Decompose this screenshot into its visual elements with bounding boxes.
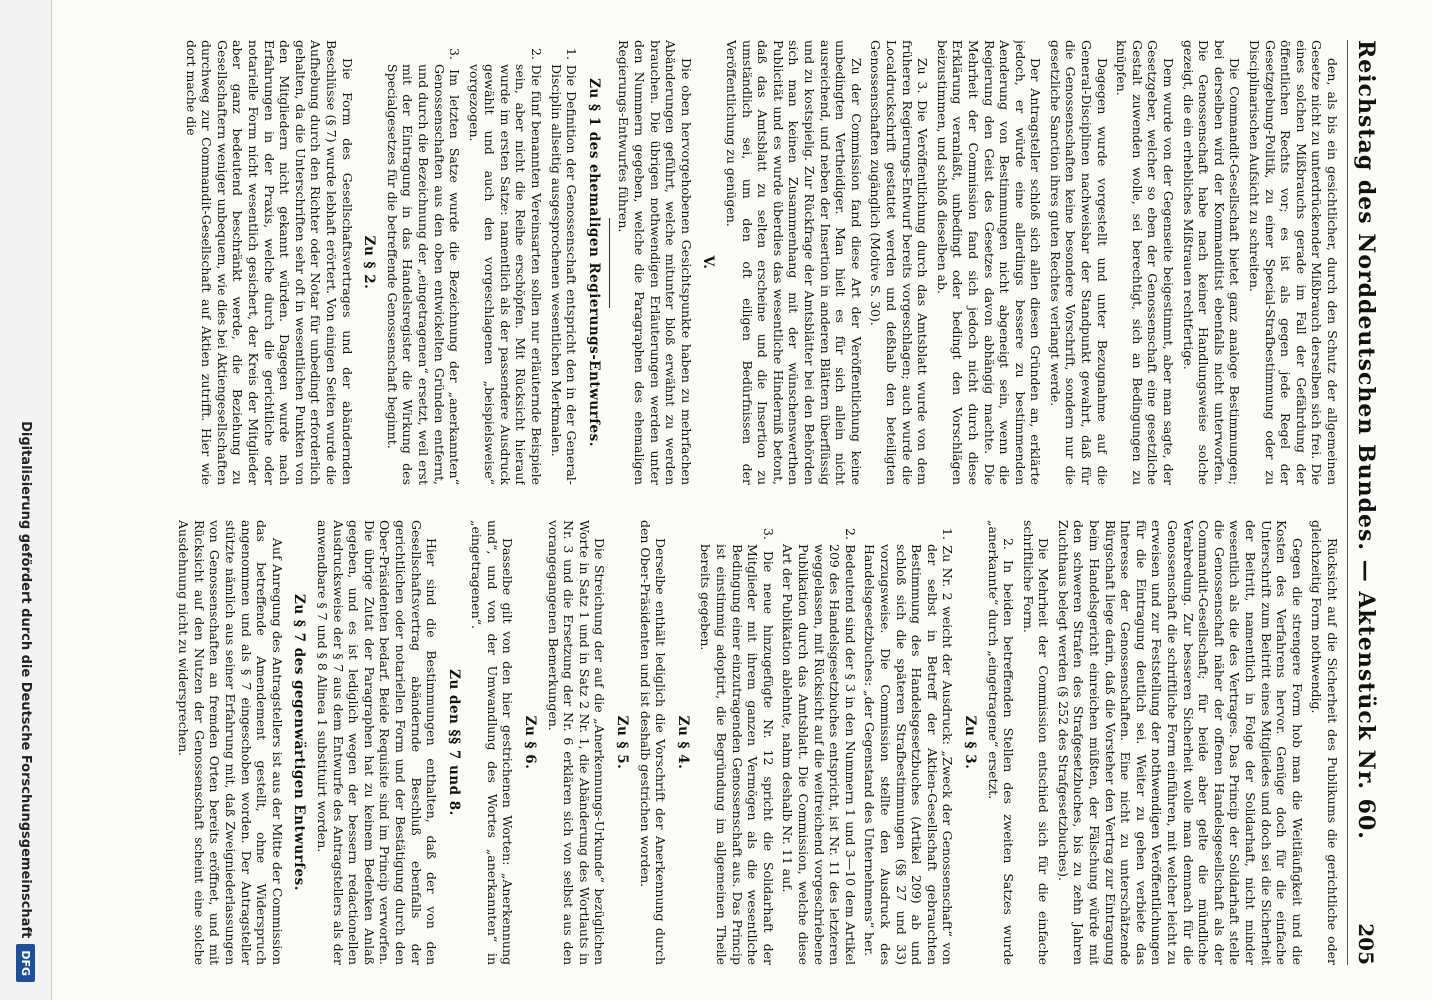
left-paragraph: Die Commandit-Gesellschaft bietet ganz analoge Bestimmungen; bei derselben wird der Kommanditist ebenfalls nicht unterworfen. Die Genossenschaft habe nach keiner Handlungsweise solche gezeigt, die ein erhebliches Mißtrauen rechtfertige.: [1180, 40, 1243, 485]
left-paragraph: Die oben hervorgehobenen Gesichtspunkte haben zu mehrfachen Abänderungen geführt, welche mitunter bloß erwähnt zu werden brauchen. Die übrigen nothwendigen Erläuterungen werden unter den Nummern gegeben, welche die Paragraphen des ehemaligen Regierungs-Entwurfes führen.: [616, 40, 694, 485]
list-item: 2. Die fünf benannten Vereinsarten sollen nur erläuternde Beispiele sein, aber nicht die Reihe erschöpfen. Mit Rücksicht hierauf wurde im ersten Satze: namentlich als der passendere Ausdruck gewählt und auch den vorgeschlagenen „beispielsweise“ vorgezogen.: [466, 48, 545, 485]
right-paragraph: Hier sind die Bestimmungen enthalten, daß der von den Gesellschaftsvertrag abändernde Beschluß ebenfalls der gerichtlichen oder notariellen Form und der Bestätigung durch den Ober-Präsidenten bedarf. Beide Requisite sind im Princip verworfen. Die übrige Zutat der Paragraphen hat zu keinem Bedenken Anlaß gegeben, und es ist lediglich wegen der bessern redactionellen Ausdrucksweise der § 7 aus dem Entwurfe des Antragstellers als der anwendbare § 7 und § 8 Alinea 1 substituirt worden.: [314, 520, 440, 965]
page-header: [1347, 40, 1384, 965]
right-paragraph: Die Mehrheit der Commission entschied sich für die einfache schriftliche Form.: [1020, 520, 1052, 965]
left-paragraph: Zu 3. Die Veröffentlichung durch das Amtsblatt wurde von dem früheren Regierungs-Entwurf bereits vorgeschlagen; auch wurde die Localdruckschrift gestattet werden und deßhalb den beteiligten Genossenschaften zugänglich (Motive S. 30).: [868, 40, 931, 485]
page-number: 205: [1354, 923, 1378, 965]
left-paragraph: Die Form des Gesellschaftsvertrages und der abändernden Beschlüsse (§ 7) wurde lebhaft erörtert. Von einigen Seiten wurde die Aufhebung durch den Richter oder Notar für unbedingt erforderlich gehalten, da die Unterschriften sehr oft in wesentlichen Punkten von den Mitgliedern nicht gekannt würden. Dagegen wurde nach Erfahrungen in der Praxis, welche durch die gerichtliche oder notarielle Form nicht wesentlich gesichert, der Kreis der Mitglieder aber ganz bedeutend beschränkt werde, die Beziehung zu Gesellschaftern weniger unbequem, wie dies bei Aktiengesellschaften durchweg zur Commandit-Gesellschaft auf Aktien zutrifft. Hier wie dort mache die: [183, 40, 355, 485]
left-paragraph: Zu der Commission fand diese Art der Veröffentlichung keine unbedingten Vertheidiger. Man hielt es für sich allein nicht ausreichend, und neben der Insertion in anderen Blättern überflüssig und zu kostspielig. Zur Rückfrage der Amtsblätter bei den Behörden sich man keinen Zusammenhang mit der wünschenswerthen Publicität und es wurde überdies das wesentliche Hinderniß betont, daß das Amtsblatt zu selten erscheine und die Insertion zu umständlich sei, um den oft eiligen Bedürfnissen der Veröffentlichung zu genügen.: [724, 40, 864, 485]
right-paragraph: Die Streichung der auf die „Anerkennungs-Urkunde“ bezüglichen Worte in Satz 1 und in Satz 2 Nr. 1, die Abänderung des Wortlauts in Nr. 3 und die Ersetzung der Nr. 6 erklären sich von selbst aus den vorangegangenen Bemerkungen.: [545, 520, 608, 965]
left-paragraph: Der Antragsteller schloß sich allen diesen Gründen an, erklärte jedoch, er würde eine allerdings bessere zu bestimmenden Aenderung von Bestimmungen nicht abgeneigt sein, wenn die Regierung den Geist des Gesetzes davon abhängig machte. Die Mehrheit der Commission fand sich jedoch nicht durch diese Erklärung veranlaßt, unbedingt oder bedingt den Vorschlägen beizustimmen, und schloß dieselben ab.: [934, 40, 1044, 485]
section-heading-par5: Zu § 5.: [614, 715, 631, 770]
section-heading-par2: Zu § 2.: [361, 235, 378, 290]
section-heading-current-par7: Zu § 7 des gegenwärtigen Entwurfes.: [291, 594, 308, 891]
digitization-note: Digitalisierung gefördert durch die Deutsche Forschungsgemeinschaft: [18, 421, 33, 939]
section-heading-par6: Zu § 6.: [522, 715, 539, 770]
left-paragraph: Dem wurde von der Gegenseite beigestimmt, aber man sagte, der Gesetzgeber, welcher so eben der Genossenschaft eine gesetzliche Gestalt zuwenden wolle, sei berechtigt, sich an Bedingungen zu knüpfen.: [1114, 40, 1177, 485]
right-paragraph: Gegen die strengere Form hob man die Weitläufigkeit und die Kosten des Verfahrens hervor. Genüge doch für die einfache Unterschrift zum Beitritt eines Mitgliedes und doch sei die Sicherheit der Beitritt, namentlich in Folge der Solidarhaft, nicht minder wesentlich als die des Vertrages. Das Princip der Solidarhaft stelle die Genossenschaft näher der offenen Handelsgesellschaft als der Commandit-Gesellschaft; für beide aber gelte die mündliche Verabredung. Zur besseren Sicherheit wolle man demnach für die Genossenschaft die schriftliche Form einführen, mit welcher leicht zu erweisen und zur Feststellung der nothwendigen Veröffentlichungen für die Eintragung deutlich sei. Weiter zu gehen verbiete das Interesse der Genossenschaften. Eine nicht zu unterschätzende Bürgschaft liege darin, daß die Vorsteher den Vertrag zur Eintragung beim Handelsgericht einreichen müßten, der Fälschung würde mit den schweren Strafen des Strafgesetzbuches, bis zu zehn Jahren Zuchthaus belegt werden (§ 252 des Strafgesetzbuches).: [1055, 520, 1305, 965]
left-paragraph: Dagegen wurde vorgestellt und unter Bezugnahme auf die General-Disciplinen nachweisbar der Standpunkt gewahrt, daß für die Genossenschaften keine besondere Vorschrift, sondern nur die gesetzliche Sanction ihres guten Rechtes verlangt werde.: [1047, 40, 1110, 485]
roman-section-heading: V.: [700, 255, 717, 270]
left-column: [80, 40, 1340, 485]
right-paragraph: Derselbe enthält lediglich die Vorschrift der Anerkennung durch den Ober-Präsidenten und ist deshalb gestrichen worden.: [637, 520, 669, 965]
page-title: Reichstag des Norddeutschen Bundes. — Aktenstück Nr. 60.: [1353, 40, 1379, 840]
section-heading-par4: Zu § 4.: [674, 715, 691, 770]
list-item: 3. Im letzten Satze wurde die Bezeichnung der „anerkannten“ Genossenschaften aus den oben entwickelten Gründen entfernt, und durch die Bezeichnung der „eingetragenen“ ersetzt, weil erst mit der Eintragung in das Handelsregister die Wirkung des Specialgesetzes für die betreffende Genossenschaft beginnt.: [384, 48, 463, 485]
right-paragraph: Rücksicht auf die Sicherheit des Publikums die gerichtliche oder gleichzeitig Form nothwendig.: [1309, 520, 1340, 965]
page-content: [78, 10, 1418, 985]
list-item: 2. Bedeutend sind der § 3 in den Nummern 1 und 3—10 dem Artikel 209 des Handelsgesetzbuches entspricht, ist Nr. 11 des letzteren weggelassen, mit Rücksicht auf die weitreichend vorgeschriebene Publikation durch das Amtsblatt. Die Commission, welche diese Art der Publikation ablehnte, nahm deshalb Nr. 11 auf.: [780, 528, 858, 965]
dfg-logo-icon: DFG: [16, 944, 35, 982]
section-divider: [609, 218, 610, 308]
section-heading-par7-8: Zu den §§ 7 und 8.: [445, 669, 462, 816]
section-heading-par3: Zu § 3.: [961, 715, 978, 770]
left-paragraph: den, als bis ein gesichtlicher, durch den Schutz der allgemeinen Gesetze nicht zu unterdrückender Mißbrauch derselben sich frei. Die eines solchen Mißbrauchs gerade im Fall der Gefährdung der öffentlichen Rechts vor; es ist als gegen jede Regel der Gesetzgebung-Politik, zu einer Special-Strafbestimmung oder zu Disciplinarischen Aufsicht zu schreiten.: [1247, 40, 1340, 485]
right-paragraph: Auf Anregung des Antragstellers ist aus der Mitte der Commission das betreffende Amendement gestellt, ohne Widerspruch angenommen und als § 7 eingeschoben worden. Der Antragsteller stützte nämlich aus seiner Erfahrung mit, daß Zweigniederlassungen von Genossenschaften an fremden Orten bereits eröffnet, und mit Rücksicht auf den Nutzen der Genossenschaft scheint eine solche Ausdehnung nicht zu widersprechen.: [176, 520, 285, 965]
right-paragraph: Dasselbe gilt von den hier gestrichenen Worten: „Anerkennung und“, und von der Umwandlung des Wortes „anerkannten“ in „eingetragenen“.: [469, 520, 516, 965]
list-item: 3. Die neue hinzugefügte Nr. 12 spricht die Solidarhaft der Mitglieder mit ihrem ganzen Vermögen als die wesentliche Bedingung einer einzutragenden Genossenschaft aus. Das Princip ist einstimmig adoptirt, die Begründung im allgemeinen Theile bereits gegeben.: [698, 528, 776, 965]
right-column: [80, 520, 1340, 965]
text-columns: [80, 40, 1340, 965]
section-heading-par1: Zu § 1 des ehemaligen Regierungs-Entwurfes.: [585, 78, 602, 447]
digitization-footer: [0, 0, 52, 1000]
right-paragraph: 2. In beiden betreffenden Stellen des zweiten Satzes wurde „anerkannte“ durch „eingetragene“ ersetzt.: [985, 520, 1017, 965]
list-item: 1. Zu Nr. 2 weicht der Ausdruck: „Zweck der Genossenschaft“ von der selbst in Betreff der Aktien-Gesellschaft gebrauchten Bestimmung des Handelsgesetzbuches (Artikel 209) ab und schloß sich die späteren Strafbestimmungen (§§ 27 und 33) vorzugsweise. Die Commission stellte den Ausdruck des Handelsgesetzbuches: „der Gegenstand des Unternehmens“ her.: [862, 528, 956, 965]
list-item: 1. Die Definition der Genossenschaft entspricht den in der General-Disciplin allseitig ausgesprochenen wesentlichen Merkmalen.: [548, 48, 580, 485]
